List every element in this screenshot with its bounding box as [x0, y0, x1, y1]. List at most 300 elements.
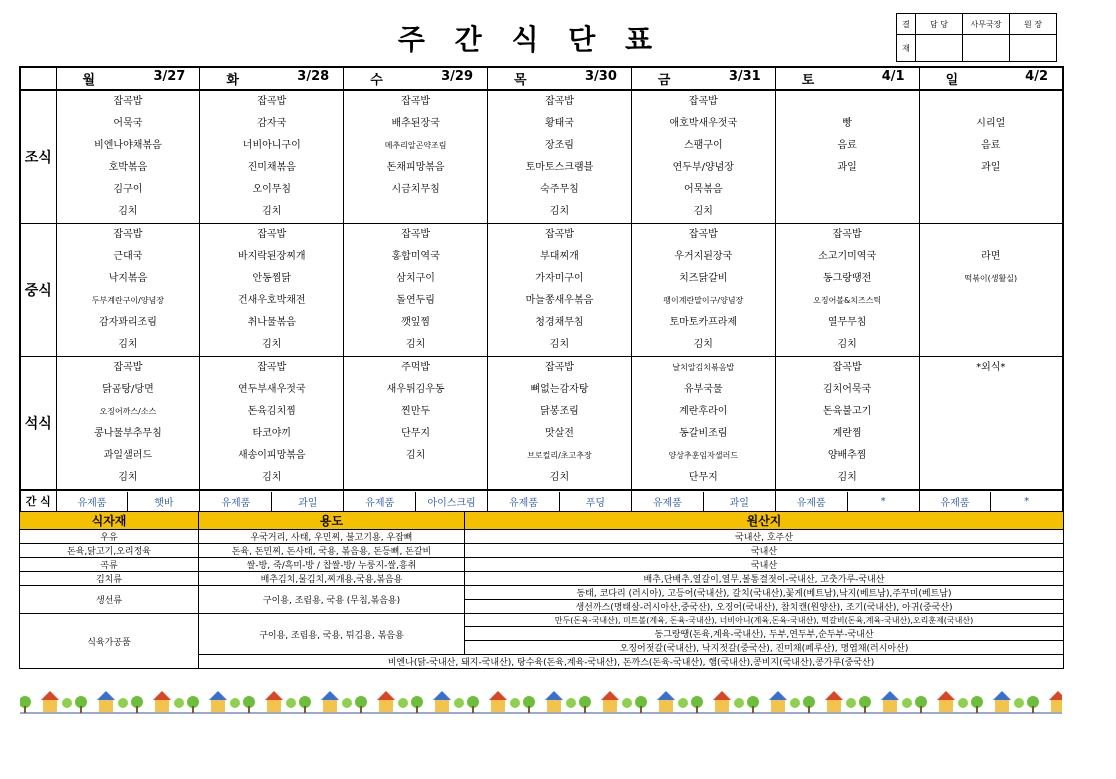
- house-roof: [825, 691, 843, 700]
- menu-item: 닭봉조림: [540, 406, 579, 417]
- menu-item: 잡곡밥: [544, 229, 574, 240]
- menu-item: [920, 467, 1062, 489]
- menu-item: 잡곡밥: [113, 229, 143, 240]
- house-icon: [939, 700, 953, 712]
- approval-box: [896, 13, 1057, 62]
- house-icon: [827, 700, 841, 712]
- menu-item: 잡곡밥: [113, 96, 143, 107]
- menu-item: 김치: [837, 339, 857, 350]
- snack-dairy: 유제품: [776, 492, 847, 511]
- snack-dairy: 유제품: [344, 492, 415, 511]
- tree-trunk: [976, 706, 978, 713]
- menu-item: [920, 334, 1062, 356]
- menu-item: 황태국: [544, 118, 574, 129]
- origin-row: [20, 586, 1064, 600]
- menu-item: 과일: [837, 162, 857, 173]
- menu-item: 우거지된장국: [674, 251, 733, 262]
- house-icon: [267, 700, 281, 712]
- tree-trunk: [1032, 706, 1034, 713]
- menu-item: 떡볶이(생활실): [964, 274, 1018, 283]
- menu-item: 비엔나야채볶음: [94, 140, 162, 151]
- tree-trunk: [920, 706, 922, 713]
- menu-item: 브로컬리/초고추장: [527, 451, 592, 460]
- day-name: 토: [801, 73, 815, 88]
- menu-cell: [200, 90, 344, 224]
- origin-header-origin: 원산지: [465, 512, 1064, 530]
- menu-item: 음료: [981, 140, 1001, 151]
- house-icon: [1051, 700, 1062, 712]
- menu-item: [344, 467, 487, 489]
- menu-cell: [775, 90, 919, 224]
- menu-item: 잡곡밥: [544, 362, 574, 373]
- snack-cell: [631, 490, 775, 512]
- house-icon: [603, 700, 617, 712]
- day-date: 3/29: [441, 69, 474, 84]
- day-name: 목: [514, 73, 527, 88]
- house-roof: [209, 691, 227, 700]
- menu-item: 마늘쫑새우볶음: [525, 295, 594, 306]
- tree-trunk: [80, 706, 82, 713]
- menu-item: [920, 179, 1062, 201]
- day-name: 월: [82, 73, 96, 88]
- tree-trunk: [528, 706, 530, 713]
- house-icon: [715, 700, 729, 712]
- tree-trunk: [584, 706, 586, 713]
- menu-item: [920, 312, 1062, 334]
- origin-item: 우유: [20, 530, 199, 544]
- menu-item: [776, 201, 919, 223]
- house-icon: [323, 700, 337, 712]
- snack-cell: [200, 490, 344, 512]
- snack-dairy: 유제품: [920, 492, 991, 511]
- menu-item: 호박볶음: [108, 162, 148, 173]
- menu-item: [776, 179, 919, 201]
- origin-use: 구이용, 조림용, 국용, 튀김용, 볶음용: [199, 614, 465, 655]
- origin-row: [20, 530, 1064, 544]
- origin-item: 생선류: [20, 586, 199, 614]
- house-roof: [713, 691, 731, 700]
- menu-item: 부대찌개: [540, 251, 579, 262]
- menu-item: 건새우호박채전: [237, 295, 306, 306]
- meal-label: 석식: [20, 357, 56, 491]
- snack-item: 과일: [729, 497, 749, 509]
- house-icon: [379, 700, 393, 712]
- menu-item: 김치: [837, 472, 857, 483]
- menu-item: 잡곡밥: [113, 362, 143, 373]
- menu-item: 단무지: [688, 472, 718, 483]
- menu-item: 돈채피망볶음: [386, 162, 445, 173]
- menu-item: 진미채볶음: [247, 162, 296, 173]
- snack-cell: [919, 490, 1063, 512]
- tree-icon: [958, 698, 968, 708]
- menu-cell: [200, 224, 344, 357]
- origin-item: 곡류: [20, 558, 199, 572]
- approval-sign-box: [963, 35, 1010, 62]
- menu-item: [920, 401, 1062, 423]
- origin-row: [20, 572, 1064, 586]
- tree-icon: [342, 698, 352, 708]
- house-icon: [211, 700, 225, 712]
- origin-row: [20, 614, 1064, 627]
- menu-item: 소고기미역국: [818, 251, 877, 262]
- meal-row: [20, 357, 1063, 491]
- origin-source: 생선까스(명태살-러시아산,중국산), 오징어(국내산), 참치캔(원양산), 조기(국내산), 아귀(중국산): [465, 600, 1064, 614]
- tree-trunk: [136, 706, 138, 713]
- snack-item: 햇바: [154, 497, 174, 509]
- menu-item: [920, 290, 1062, 312]
- menu-item: 김구이: [113, 184, 143, 195]
- snack-item: *: [880, 495, 886, 507]
- menu-cell: [775, 357, 919, 491]
- menu-item: 열무무침: [827, 317, 867, 328]
- menu-item: 계란찜: [832, 428, 862, 439]
- tree-icon: [510, 698, 520, 708]
- menu-item: 토마토카프라제: [669, 317, 738, 328]
- origin-table: [19, 511, 1064, 669]
- menu-item: 김치: [549, 339, 570, 350]
- menu-cell: [344, 90, 488, 224]
- menu-item: 양상추훈임자샐러드: [668, 451, 739, 460]
- menu-item: 주먹밥: [401, 362, 431, 373]
- tree-trunk: [248, 706, 250, 713]
- menu-item: 잡곡밥: [257, 229, 287, 240]
- menu-cell: [919, 90, 1063, 224]
- menu-cell: [919, 357, 1063, 491]
- tree-icon: [454, 698, 464, 708]
- menu-item: 깻잎찜: [401, 317, 431, 328]
- house-roof: [41, 691, 59, 700]
- approval-label-1: 결: [897, 14, 916, 35]
- menu-item: 치즈닭갈비: [679, 273, 728, 284]
- origin-source: 국내산, 호주산: [465, 530, 1064, 544]
- tree-trunk: [864, 706, 866, 713]
- house-icon: [435, 700, 449, 712]
- page-title: 주 간 식 단 표: [397, 23, 663, 56]
- menu-item: 김치어묵국: [822, 384, 872, 395]
- tree-icon: [62, 698, 72, 708]
- house-icon: [43, 700, 57, 712]
- menu-item: 라면: [981, 251, 1001, 262]
- menu-item: 돈육김치찜: [247, 406, 296, 417]
- tree-icon: [566, 698, 576, 708]
- menu-item: 새우튀김우동: [386, 384, 445, 395]
- house-roof: [489, 691, 507, 700]
- menu-cell: [488, 224, 632, 357]
- menu-item: 감자국: [257, 118, 287, 129]
- origin-row: [20, 558, 1064, 572]
- house-icon: [659, 700, 673, 712]
- tree-icon: [846, 698, 856, 708]
- menu-item: 홍합미역국: [391, 251, 440, 262]
- house-icon: [771, 700, 785, 712]
- menu-item: 어묵볶음: [683, 184, 723, 195]
- approval-role: 담 당: [916, 14, 963, 35]
- menu-item: 찐만두: [401, 406, 431, 417]
- meal-row: [20, 90, 1063, 224]
- menu-cell: [919, 224, 1063, 357]
- snack-dairy: 유제품: [57, 492, 128, 511]
- menu-cell: [56, 357, 200, 491]
- menu-item: 가자미구이: [535, 273, 584, 284]
- snack-dairy: 유제품: [200, 492, 271, 511]
- menu-item: 잡곡밥: [832, 229, 862, 240]
- snack-label: 간 식: [20, 490, 56, 512]
- menu-item: 김치: [118, 206, 138, 217]
- menu-item: 잡곡밥: [832, 362, 862, 373]
- day-header: [775, 67, 919, 90]
- tree-icon: [790, 698, 800, 708]
- origin-item: 돈육,닭고기,오리정육: [20, 544, 199, 558]
- menu-item: 숙주무침: [540, 184, 579, 195]
- snack-dairy: 유제품: [488, 492, 559, 511]
- menu-item: 계란후라이: [679, 406, 728, 417]
- tree-trunk: [360, 706, 362, 713]
- meal-row: [20, 224, 1063, 357]
- day-date: 3/27: [153, 69, 186, 84]
- menu-item: 시리얼: [976, 118, 1006, 129]
- house-roof: [97, 691, 115, 700]
- origin-item: 식육가공품: [20, 614, 199, 669]
- house-roof: [321, 691, 339, 700]
- menu-item: 잡곡밥: [257, 96, 287, 107]
- menu-item: 토마토스크램블: [525, 162, 594, 173]
- tree-icon: [174, 698, 184, 708]
- menu-item: 오이무침: [252, 184, 292, 195]
- menu-item: 김치: [405, 450, 426, 461]
- day-header: [631, 67, 775, 90]
- origin-use: 돈육, 돈민찌, 돈사태, 국용, 볶음용, 돈등뼈, 돈갈비: [199, 544, 465, 558]
- snack-item: 과일: [298, 497, 318, 509]
- house-roof: [377, 691, 395, 700]
- menu-item: 두부계란구이/양념장: [91, 296, 165, 305]
- snack-cell: [56, 490, 200, 512]
- menu-item: 바지락된장찌개: [237, 251, 306, 262]
- menu-item: 취나물볶음: [247, 317, 296, 328]
- origin-item: 김치류: [20, 572, 199, 586]
- menu-item: 김치: [693, 206, 713, 217]
- menu-item: 삼치구이: [396, 273, 435, 284]
- origin-header-use: 용도: [199, 512, 465, 530]
- menu-item: 배추된장국: [391, 118, 440, 129]
- menu-item: 스팸구이: [683, 140, 723, 151]
- menu-cell: [488, 357, 632, 491]
- day-header: [919, 67, 1063, 90]
- menu-cell: [775, 224, 919, 357]
- origin-row: [20, 544, 1064, 558]
- tree-icon: [678, 698, 688, 708]
- menu-item: 음료: [837, 140, 857, 151]
- menu-item: 잡곡밥: [257, 362, 287, 373]
- tree-trunk: [192, 706, 194, 713]
- menu-item: 메추리알곤약조림: [384, 141, 447, 150]
- menu-item: [920, 445, 1062, 467]
- house-icon: [491, 700, 505, 712]
- house-icon: [883, 700, 897, 712]
- house-roof: [937, 691, 955, 700]
- day-header: [488, 67, 632, 90]
- menu-item: 낙지볶음: [108, 273, 148, 284]
- tree-icon: [902, 698, 912, 708]
- meal-label: 조식: [20, 90, 56, 224]
- day-header: [344, 67, 488, 90]
- menu-item: 김치: [549, 472, 570, 483]
- menu-item: 어묵국: [113, 118, 143, 129]
- approval-sign-box: [1010, 35, 1057, 62]
- house-roof: [265, 691, 283, 700]
- menu-item: 시금치무침: [391, 184, 440, 195]
- menu-item: 김치: [118, 472, 138, 483]
- day-name: 일: [945, 73, 959, 88]
- menu-item: 애호박새우젓국: [669, 118, 738, 129]
- tree-trunk: [752, 706, 754, 713]
- menu-item: 잡곡밥: [401, 229, 431, 240]
- menu-item: [776, 91, 919, 113]
- corner-cell: [20, 67, 56, 90]
- approval-role: 원 장: [1010, 14, 1057, 35]
- menu-cell: [56, 90, 200, 224]
- menu-item: [920, 91, 1062, 113]
- menu-item: 김치: [405, 339, 426, 350]
- tree-icon: [118, 698, 128, 708]
- menu-item: 김치: [262, 206, 282, 217]
- menu-item: 돈육불고기: [822, 406, 872, 417]
- menu-item: 김치: [693, 339, 713, 350]
- snack-item: *: [1024, 495, 1030, 507]
- origin-source: 배추,단배추,열갈이,열무,볼통결젓이-국내산, 고춧가루-국내산: [465, 572, 1064, 586]
- day-name: 수: [370, 73, 383, 88]
- menu-item: [920, 379, 1062, 401]
- menu-item: 동갈비조림: [679, 428, 728, 439]
- menu-item: 오징어까스/소스: [99, 407, 157, 416]
- day-name: 화: [226, 73, 239, 88]
- menu-item: [920, 224, 1062, 246]
- origin-header-item: 식자재: [20, 512, 199, 530]
- menu-item: 유부국물: [683, 384, 723, 395]
- origin-source: 비엔나(닭-국내산, 돼지-국내산), 탕수육(돈육,계육-국내산), 돈까스(돈육-국내산), 햄(국내산),콩비지(국내산),콩가루(중국산): [199, 655, 1064, 669]
- menu-item: [920, 423, 1062, 445]
- snack-item: 푸딩: [585, 497, 606, 509]
- menu-cell: [56, 224, 200, 357]
- menu-item: 뼈없는감자탕: [530, 384, 589, 395]
- menu-item: 잡곡밥: [688, 96, 718, 107]
- tree-icon: [286, 698, 296, 708]
- menu-item: 오징어볼&치즈스틱: [813, 296, 882, 305]
- house-roof: [993, 691, 1011, 700]
- snack-cell: [775, 490, 919, 512]
- menu-item: 돌연두림: [396, 295, 435, 306]
- menu-item: 김치: [549, 206, 570, 217]
- origin-use: 구이용, 조림용, 국용 (무침,볶음용): [199, 586, 465, 614]
- tree-trunk: [808, 706, 810, 713]
- tree-trunk: [416, 706, 418, 713]
- tree-icon: [734, 698, 744, 708]
- menu-item: 잡곡밥: [401, 96, 431, 107]
- house-icon: [99, 700, 113, 712]
- menu-item: *외식*: [976, 362, 1006, 373]
- day-date: 4/2: [1025, 69, 1048, 84]
- menu-item: 맛살전: [544, 428, 574, 439]
- menu-item: 잡곡밥: [544, 96, 574, 107]
- snack-cell: [488, 490, 632, 512]
- approval-label-2: 재: [897, 35, 916, 62]
- day-header-row: [20, 67, 1063, 90]
- menu-cell: [344, 224, 488, 357]
- menu-item: 연두부/양념장: [672, 162, 734, 173]
- origin-use: 우국거리, 사태, 우민찌, 불고기용, 우잡뼈: [199, 530, 465, 544]
- origin-use: 배추김치,물김치,찌개용,국용,볶음용: [199, 572, 465, 586]
- day-date: 3/28: [297, 69, 330, 84]
- menu-item: 너비아니구이: [242, 140, 301, 151]
- house-roof: [433, 691, 451, 700]
- menu-item: 양배추찜: [827, 450, 867, 461]
- origin-use: 쌀-방, 죽/흑미-방 / 찹쌀-방/ 누룽지-쌀,흥취: [199, 558, 465, 572]
- tree-trunk: [304, 706, 306, 713]
- menu-item: 과일: [981, 162, 1001, 173]
- menu-item: 김치: [262, 472, 282, 483]
- menu-item: 콩나물부추무침: [94, 428, 162, 439]
- menu-cell: [631, 357, 775, 491]
- menu-cell: [631, 90, 775, 224]
- menu-item: 청경채무침: [535, 317, 584, 328]
- menu-item: 김치: [118, 339, 138, 350]
- menu-item: 단무지: [401, 428, 431, 439]
- house-roof: [657, 691, 675, 700]
- menu-item: [344, 201, 487, 223]
- snack-cell: [344, 490, 488, 512]
- menu-item: 안동찜닭: [252, 273, 292, 284]
- menu-item: 팽이계란말이구/양념장: [663, 296, 744, 305]
- day-date: 3/31: [728, 69, 761, 84]
- origin-source: 동그랑땡(돈육,계육-국내산), 두부,연두부,순두부-국내산: [465, 627, 1064, 641]
- day-header: [200, 67, 344, 90]
- menu-item: 과일샐러드: [103, 450, 153, 461]
- day-date: 3/30: [584, 69, 617, 84]
- village-decoration: [20, 686, 1062, 716]
- approval-sign-box: [916, 35, 963, 62]
- origin-header-row: [20, 512, 1064, 530]
- house-roof: [1049, 691, 1062, 700]
- house-roof: [153, 691, 171, 700]
- menu-item: 감자꽈리조림: [98, 317, 157, 328]
- snack-dairy: 유제품: [632, 492, 703, 511]
- tree-trunk: [24, 706, 26, 713]
- origin-source: 오징어젓갈(국내산), 낙지젓갈(중국산), 진미채(페루산), 명엽채(러시아산): [465, 641, 1064, 655]
- snack-item: 아이스크림: [427, 497, 476, 509]
- menu-cell: [488, 90, 632, 224]
- menu-cell: [344, 357, 488, 491]
- tree-icon: [1014, 698, 1024, 708]
- menu-cell: [200, 357, 344, 491]
- menu-item: 타코야끼: [252, 428, 292, 439]
- menu-item: [920, 201, 1062, 223]
- house-icon: [155, 700, 169, 712]
- day-header: [56, 67, 200, 90]
- tree-trunk: [696, 706, 698, 713]
- house-roof: [545, 691, 563, 700]
- menu-item: 새송이피망볶음: [237, 450, 306, 461]
- day-name: 금: [657, 73, 671, 88]
- tree-trunk: [472, 706, 474, 713]
- menu-item: 연두부새우젓국: [237, 384, 306, 395]
- menu-item: 빵: [842, 118, 852, 129]
- tree-icon: [230, 698, 240, 708]
- menu-item: 동그랑땡전: [822, 273, 872, 284]
- meal-label: 중식: [20, 224, 56, 357]
- tree-icon: [398, 698, 408, 708]
- house-roof: [881, 691, 899, 700]
- origin-source: 국내산: [465, 558, 1064, 572]
- origin-source: 만두(돈육-국내산), 미트볼(계육, 돈육-국내산), 너비아니(계육,돈육-국내산), 떡갈비(돈육,계육-국내산),오리훈제(국내산): [465, 614, 1064, 627]
